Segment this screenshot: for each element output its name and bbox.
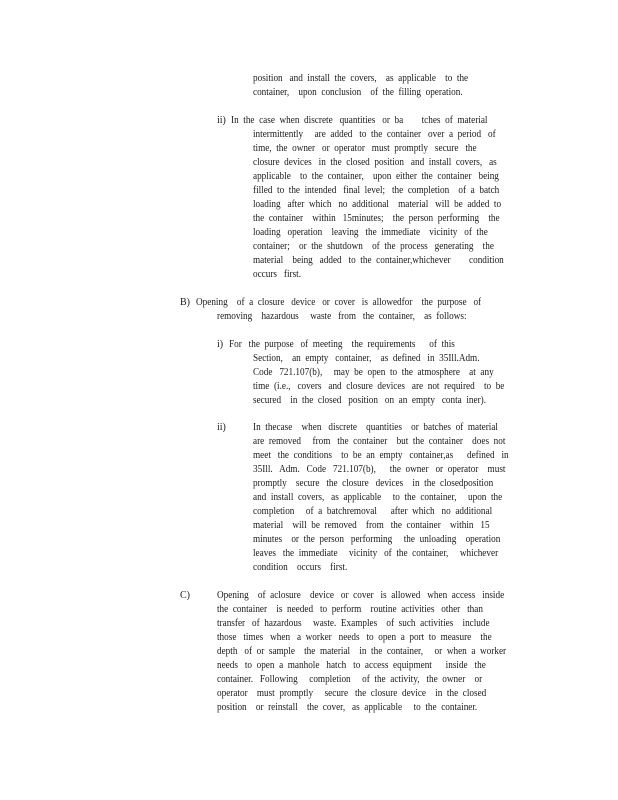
- text-line: secured in the closed position on an empty conta iner).: [253, 395, 487, 406]
- text-line: transfer of hazardous waste. Examples of such activities include: [217, 618, 490, 629]
- text-line: container; or the shutdown of the process generating the: [253, 241, 494, 252]
- text-line: Opening of a closure device or cover is allowedfor the purpose of: [196, 297, 482, 308]
- text-line: condition occurs first.: [253, 562, 348, 573]
- text-line: For the purpose of meeting the requirements of this: [229, 339, 455, 350]
- text-line: time, the owner or operator must promptly secure the: [253, 143, 477, 154]
- text-line: are removed from the container but the container does not: [253, 436, 506, 447]
- text-line: position and install the covers, as applicable to the: [253, 73, 469, 84]
- text-line: leaves the immediate vicinity of the container, whichever: [253, 548, 499, 559]
- text-line: material being added to the container,whichever condition: [253, 255, 504, 266]
- text-line: removing hazardous waste from the container, as follows:: [217, 311, 467, 322]
- text-line: position or reinstall the cover, as applicable to the container.: [217, 702, 478, 713]
- text-line: the container within 15minutes; the person performing the: [253, 213, 500, 224]
- text-line: 35Ill. Adm. Code 721.107(b), the owner or operator must: [253, 464, 506, 475]
- text-line: container, upon conclusion of the filling operation.: [253, 87, 463, 98]
- list-label-a-ii: ii): [217, 115, 226, 126]
- text-line: material will be removed from the container within 15: [253, 520, 490, 531]
- list-label-b-ii: ii): [217, 422, 226, 433]
- text-line: In thecase when discrete quantities or batches of material: [253, 422, 498, 433]
- text-line: Code 721.107(b), may be open to the atmosphere at any: [253, 367, 494, 378]
- text-line: In the case when discrete quantities or ba tches of material: [231, 115, 488, 126]
- text-line: intermittently are added to the container over a period of: [253, 129, 496, 140]
- text-line: those times when a worker needs to open a port to measure the: [217, 632, 492, 643]
- text-line: the container is needed to perform routine activities other than: [217, 604, 483, 615]
- text-line: Opening of aclosure device or cover is allowed when access inside: [217, 590, 505, 601]
- text-line: container. Following completion of the activity, the owner or: [217, 674, 483, 685]
- text-line: and install covers, as applicable to the container, upon the: [253, 492, 503, 503]
- text-line: meet the conditions to be an empty container,as defined in: [253, 450, 509, 461]
- text-line: completion of a batchremoval after which no additional: [253, 506, 493, 517]
- text-line: filled to the intended final level; the completion of a batch: [253, 185, 500, 196]
- text-line: loading operation leaving the immediate vicinity of the: [253, 227, 488, 238]
- section-label-c: C): [180, 590, 190, 601]
- text-line: applicable to the container, upon either the container being: [253, 171, 499, 182]
- text-line: Section, an empty container, as defined in 35Ill.Adm.: [253, 353, 480, 364]
- list-label-b-i: i): [217, 339, 224, 350]
- text-line: time (i.e., covers and closure devices are not required to be: [253, 381, 505, 392]
- text-line: loading after which no additional material will be added to: [253, 199, 502, 210]
- text-line: needs to open a manhole hatch to access equipment inside the: [217, 660, 486, 671]
- text-line: promptly secure the closure devices in the closedposition: [253, 478, 494, 489]
- section-label-b: B): [180, 297, 190, 308]
- text-line: minutes or the person performing the unloading operation: [253, 534, 501, 545]
- text-line: closure devices in the closed position and install covers, as: [253, 157, 497, 168]
- text-line: operator must promptly secure the closure device in the closed: [217, 688, 487, 699]
- text-line: occurs first.: [253, 269, 302, 280]
- text-line: depth of or sample the material in the container, or when a worker: [217, 646, 507, 657]
